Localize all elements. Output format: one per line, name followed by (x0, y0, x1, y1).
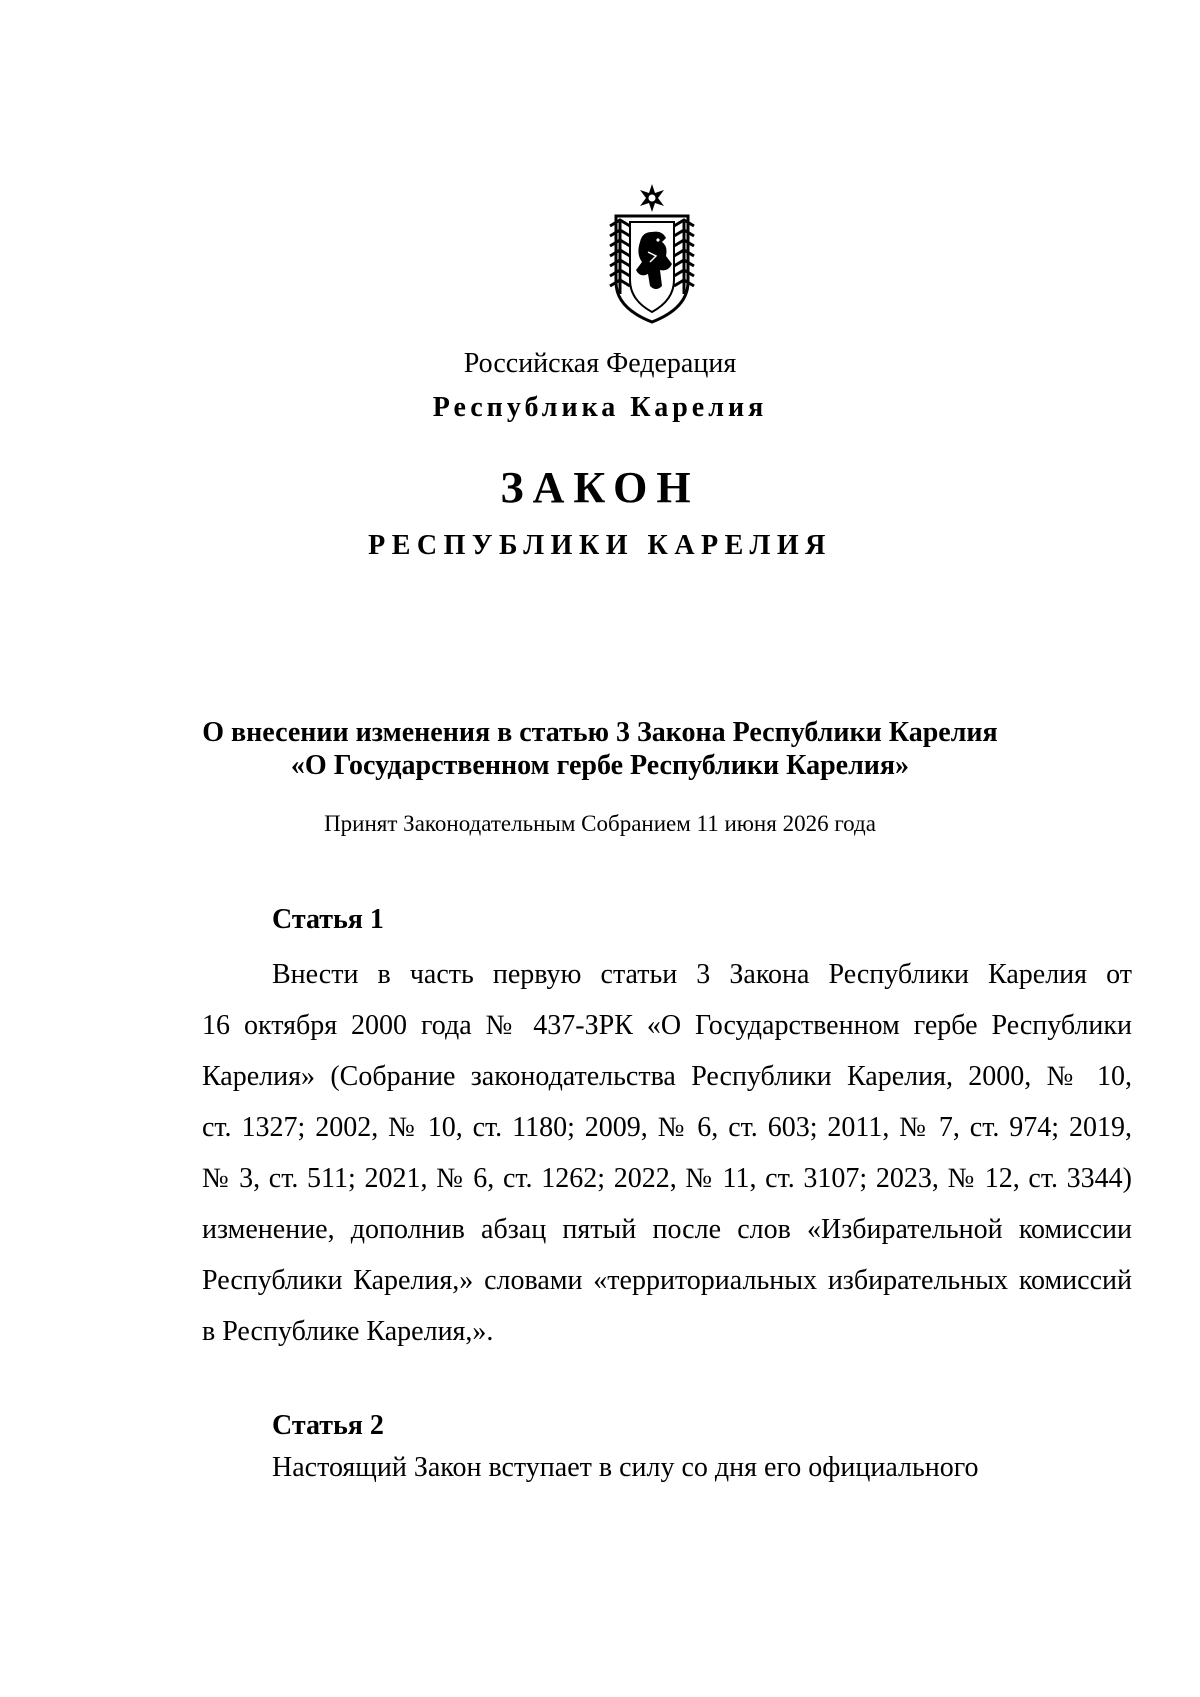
document-type: ЗАКОН (500, 463, 700, 512)
law-title (0, 716, 1200, 782)
article-2-heading: Статья 2 (272, 1410, 384, 1441)
article-2-text: Настоящий Закон вступает в силу со дня его официального (272, 1452, 979, 1483)
article-1-heading: Статья 1 (272, 904, 384, 935)
article-1-line: изменение, дополнив абзац пятый после слов «Избирательной комиссии (202, 1214, 1132, 1245)
article-1-line: ст. 1327; 2002, № 10, ст. 1180; 2009, № 6, ст. 603; 2011, № 7, ст. 974; 2019, (202, 1112, 1132, 1143)
article-1-line: № 3, ст. 511; 2021, № 6, ст. 1262; 2022, № 11, ст. 3107; 2023, № 12, ст. 3344) (202, 1163, 1132, 1194)
republic-name: Республика Карелия (432, 392, 768, 423)
document-issuer: РЕСПУБЛИКИ КАРЕЛИЯ (368, 530, 832, 561)
article-1-line: Карелия» (Собрание законодательства Республики Карелия, 2000, № 10, (202, 1061, 1132, 1092)
law-title-line-1: О внесении изменения в статью 3 Закона Республики Карелия (202, 717, 998, 748)
karelia-coat-of-arms-icon (606, 182, 698, 324)
country-name: Российская Федерация (463, 348, 737, 379)
article-1-text (202, 949, 1132, 1357)
article-1-line: 16 октября 2000 года № 437-ЗРК «О Государственном гербе Республики (202, 1010, 1132, 1041)
article-1-line: Республики Карелия,» словами «территориальных избирательных комиссий (202, 1265, 1132, 1296)
article-1-line: в Республике Карелия,». (202, 1316, 494, 1347)
law-title-line-2: «О Государственном гербе Республики Карелия» (290, 750, 910, 781)
article-1-line: Внести в часть первую статьи 3 Закона Республики Карелия от (272, 959, 1132, 990)
adoption-note: Принят Законодательным Собранием 11 июня 2026 года (324, 811, 876, 836)
